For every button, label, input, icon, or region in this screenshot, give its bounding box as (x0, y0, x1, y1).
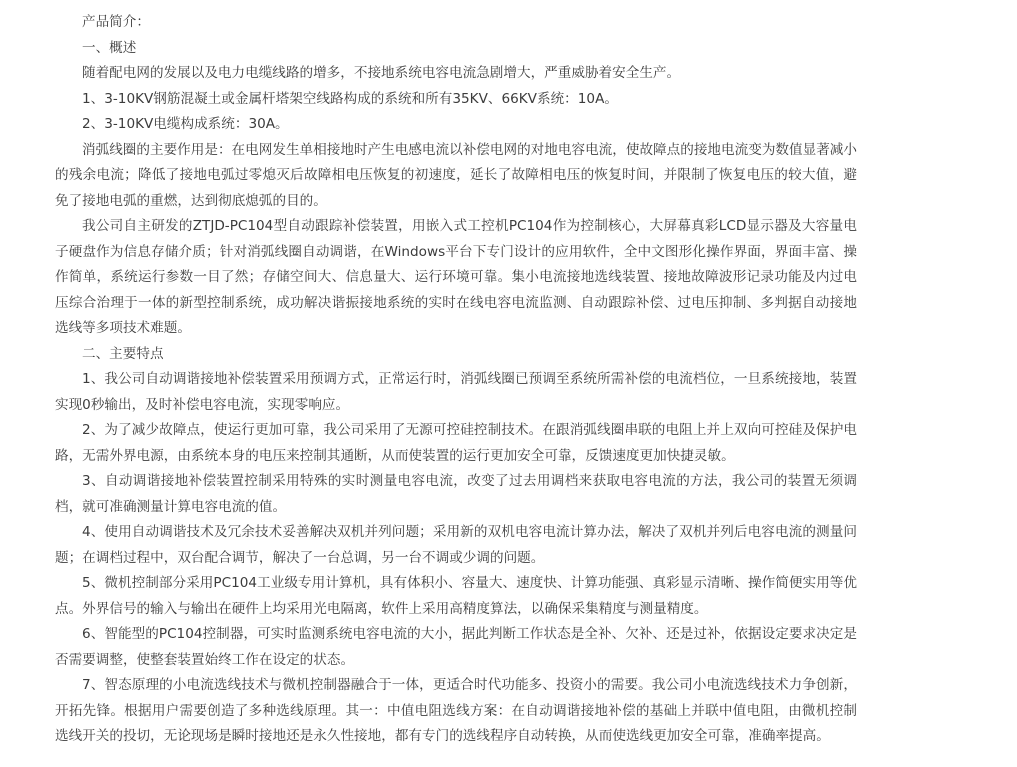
paragraph-overhead-line-limit: 1、3-10KV钢筋混凝土或金属杆塔架空线路构成的系统和所有35KV、66KV系统：10A。 (82, 90, 618, 107)
product-description-article (55, 10, 857, 750)
paragraph-arc-suppression-coil-function: 消弧线圈的主要作用是：在电网发生单相接地时产生电感电流以补偿电网的对地电容电流，使故障点的接地电流变为数值显著减小的残余电流；降低了接地电弧过零熄灭后故障相电压恢复的初速度，延长了故障相电压的恢复时间，并限制了恢复电压的较大值，避免了接地电弧的重燃，达到彻底熄弧的目的。 (55, 141, 857, 209)
paragraph-overview: 随着配电网的发展以及电力电缆线路的增多，不接地系统电容电流急剧增大，严重威胁着安全生产。 (82, 65, 681, 81)
paragraph-company-product: 我公司自主研发的ZTJD-PC104型自动跟踪补偿装置，用嵌入式工控机PC104作为控制核心，大屏幕真彩LCD显示器及大容量电子硬盘作为信息存储介质；针对消弧线圈自动调谐，在Windows平台下专门设计的应用软件，全中文图形化操作界面，界面丰富、操作简单，系统运行参数一目了然；存储空间大、信息量大、运行环境可靠。集小电流接地选线装置、接地故障波形记录功能及内过电压综合治理于一体的新型控制系统，成功解决谐振接地系统的实时在线电容电流监测、自动跟踪补偿、过电压抑制、多判据自动接地选线等多项技术难题。 (55, 218, 857, 336)
paragraph-intro-heading: 产品简介： (82, 14, 150, 30)
paragraph-feature-2: 2、为了减少故障点，使运行更加可靠，我公司采用了无源可控硅控制技术。在跟消弧线圈串联的电阻上并上双向可控硅及保护电路，无需外界电源，由系统本身的电压来控制其通断，从而使装置的运行更加安全可靠，反馈速度更加快捷灵敏。 (55, 422, 857, 464)
paragraph-cable-system-limit: 2、3-10KV电缆构成系统：30A。 (82, 116, 289, 132)
paragraph-feature-4: 4、使用自动调谐技术及冗余技术妥善解决双机并列问题；采用新的双机电容电流计算办法，解决了双机并列后电容电流的测量问题；在调档过程中，双台配合调节，解决了一台总调，另一台不调或少调的问题。 (55, 524, 857, 566)
paragraph-feature-6: 6、智能型的PC104控制器，可实时监测系统电容电流的大小，据此判断工作状态是全补、欠补、还是过补，依据设定要求决定是否需要调整，使整套装置始终工作在设定的状态。 (55, 626, 857, 668)
paragraph-section-features-heading: 二、主要特点 (82, 345, 164, 362)
paragraph-feature-1: 1、我公司自动调谐接地补偿装置采用预调方式，正常运行时，消弧线圈已预调至系统所需补偿的电流档位，一旦系统接地，装置实现0秒输出，及时补偿电容电流，实现零响应。 (55, 371, 857, 413)
paragraph-section-overview-heading: 一、概述 (82, 39, 137, 56)
paragraph-feature-5: 5、微机控制部分采用PC104工业级专用计算机，具有体积小、容量大、速度快、计算功能强、真彩显示清晰、操作简便实用等优点。外界信号的输入与输出在硬件上均采用光电隔离，软件上采用高精度算法，以确保采集精度与测量精度。 (55, 575, 857, 617)
paragraph-feature-7: 7、智态原理的小电流选线技术与微机控制器融合于一体，更适合时代功能多、投资小的需要。我公司小电流选线技术力争创新，开拓先锋。根据用户需要创造了多种选线原理。其一：中值电阻选线方案：在自动调谐接地补偿的基础上并联中值电阻，由微机控制选线开关的投切，无论现场是瞬时接地还是永久性接地，都有专门的选线程序自动转换，从而使选线更加安全可靠，准确率提高。 (55, 677, 857, 744)
paragraph-feature-3: 3、自动调谐接地补偿装置控制采用特殊的实时测量电容电流，改变了过去用调档来获取电容电流的方法，我公司的装置无须调档，就可准确测量计算电容电流的值。 (55, 473, 857, 515)
